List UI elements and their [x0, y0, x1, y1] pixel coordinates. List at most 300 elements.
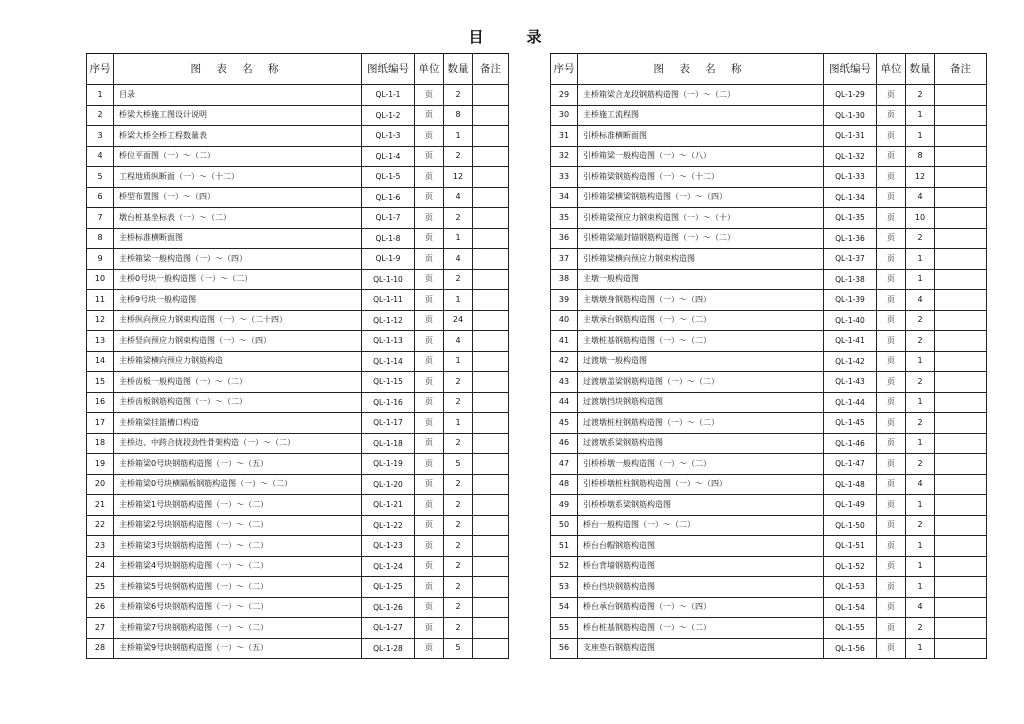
table-row	[551, 85, 987, 106]
drawing-code: QL-1-10	[362, 269, 415, 290]
drawing-name: 过渡墩一般构造图	[578, 351, 824, 372]
drawing-name: 过渡墩桩柱钢筋构造图（一）～（二）	[578, 413, 824, 434]
quantity: 2	[906, 85, 935, 106]
drawing-code: QL-1-27	[362, 618, 415, 639]
unit: 页	[877, 208, 906, 229]
unit: 页	[877, 618, 906, 639]
drawing-code: QL-1-25	[362, 577, 415, 598]
row-number: 9	[87, 249, 114, 270]
remark	[473, 433, 509, 454]
header-note: 备注	[935, 54, 987, 85]
remark	[935, 187, 987, 208]
drawing-code: QL-1-31	[824, 126, 877, 147]
quantity: 4	[444, 249, 473, 270]
table-row	[551, 249, 987, 270]
drawing-name: 引桥箱梁端封锚钢筋构造图（一）～（二）	[578, 228, 824, 249]
drawing-name: 主桥箱梁0号块钢筋构造图（一）～（五）	[114, 454, 362, 475]
drawing-name: 主桥0号块一般构造图（一）～（二）	[114, 269, 362, 290]
remark	[935, 577, 987, 598]
drawing-name: 主桥箱梁4号块钢筋构造图（一）～（二）	[114, 556, 362, 577]
row-number: 39	[551, 290, 578, 311]
remark	[473, 146, 509, 167]
quantity: 2	[906, 618, 935, 639]
quantity: 1	[906, 269, 935, 290]
quantity: 1	[906, 249, 935, 270]
drawing-name: 主桥竖向预应力钢束构造图（一）～（四）	[114, 331, 362, 352]
remark	[935, 515, 987, 536]
unit: 页	[415, 536, 444, 557]
remark	[935, 146, 987, 167]
drawing-code: QL-1-18	[362, 433, 415, 454]
table-row	[87, 310, 509, 331]
toc-body-left	[87, 85, 509, 659]
unit: 页	[415, 105, 444, 126]
quantity: 1	[906, 536, 935, 557]
table-row	[87, 536, 509, 557]
remark	[473, 454, 509, 475]
unit: 页	[877, 126, 906, 147]
table-row	[551, 351, 987, 372]
unit: 页	[877, 495, 906, 516]
drawing-name: 桥台桩基钢筋构造图（一）～（二）	[578, 618, 824, 639]
row-number: 6	[87, 187, 114, 208]
drawing-name: 桥台挡块钢筋构造图	[578, 577, 824, 598]
table-row	[551, 597, 987, 618]
quantity: 2	[906, 310, 935, 331]
table-row	[87, 392, 509, 413]
unit: 页	[415, 228, 444, 249]
remark	[473, 577, 509, 598]
quantity: 4	[444, 187, 473, 208]
drawing-code: QL-1-54	[824, 597, 877, 618]
unit: 页	[415, 187, 444, 208]
drawing-code: QL-1-9	[362, 249, 415, 270]
drawing-name: 引桥桥墩一般构造图（一）～（二）	[578, 454, 824, 475]
table-row	[87, 577, 509, 598]
row-number: 56	[551, 638, 578, 659]
table-row	[87, 351, 509, 372]
remark	[473, 618, 509, 639]
row-number: 42	[551, 351, 578, 372]
table-row	[87, 187, 509, 208]
row-number: 30	[551, 105, 578, 126]
drawing-name: 过渡墩系梁钢筋构造图	[578, 433, 824, 454]
remark	[473, 413, 509, 434]
quantity: 1	[906, 351, 935, 372]
drawing-name: 引桥箱梁钢筋构造图（一）～（十二）	[578, 167, 824, 188]
unit: 页	[877, 228, 906, 249]
drawing-code: QL-1-4	[362, 146, 415, 167]
drawing-name: 主桥施工流程图	[578, 105, 824, 126]
table-row	[87, 85, 509, 106]
quantity: 1	[906, 577, 935, 598]
remark	[473, 351, 509, 372]
drawing-name: 主桥箱梁挂篮槽口构造	[114, 413, 362, 434]
unit: 页	[415, 474, 444, 495]
quantity: 2	[444, 85, 473, 106]
row-number: 53	[551, 577, 578, 598]
remark	[473, 372, 509, 393]
unit: 页	[877, 85, 906, 106]
remark	[935, 372, 987, 393]
remark	[935, 536, 987, 557]
header-note: 备注	[473, 54, 509, 85]
remark	[473, 556, 509, 577]
quantity: 24	[444, 310, 473, 331]
row-number: 33	[551, 167, 578, 188]
drawing-name: 引桥标准横断面图	[578, 126, 824, 147]
unit: 页	[415, 618, 444, 639]
quantity: 2	[906, 413, 935, 434]
drawing-name: 主桥箱梁一般构造图（一）～（四）	[114, 249, 362, 270]
remark	[473, 474, 509, 495]
drawing-code: QL-1-20	[362, 474, 415, 495]
drawing-code: QL-1-5	[362, 167, 415, 188]
row-number: 51	[551, 536, 578, 557]
table-row	[87, 433, 509, 454]
row-number: 4	[87, 146, 114, 167]
unit: 页	[877, 392, 906, 413]
quantity: 2	[444, 372, 473, 393]
drawing-name: 主桥箱梁1号块钢筋构造图（一）～（二）	[114, 495, 362, 516]
row-number: 50	[551, 515, 578, 536]
table-row	[551, 372, 987, 393]
table-row	[87, 638, 509, 659]
quantity: 2	[444, 495, 473, 516]
drawing-name: 主墩一般构造图	[578, 269, 824, 290]
drawing-name: 引桥箱梁横梁钢筋构造图（一）～（四）	[578, 187, 824, 208]
row-number: 48	[551, 474, 578, 495]
table-row	[87, 146, 509, 167]
drawing-code: QL-1-1	[362, 85, 415, 106]
drawing-name: 桥台台帽钢筋构造图	[578, 536, 824, 557]
remark	[473, 495, 509, 516]
unit: 页	[877, 351, 906, 372]
drawing-name: 桥梁大桥施工图设计说明	[114, 105, 362, 126]
remark	[473, 290, 509, 311]
drawing-code: QL-1-32	[824, 146, 877, 167]
drawing-code: QL-1-49	[824, 495, 877, 516]
table-row	[87, 167, 509, 188]
remark	[473, 331, 509, 352]
unit: 页	[877, 167, 906, 188]
header-no: 序号	[87, 54, 114, 85]
row-number: 54	[551, 597, 578, 618]
drawing-name: 主桥箱梁3号块钢筋构造图（一）～（二）	[114, 536, 362, 557]
drawing-code: QL-1-12	[362, 310, 415, 331]
table-row	[87, 556, 509, 577]
unit: 页	[415, 167, 444, 188]
quantity: 12	[906, 167, 935, 188]
quantity: 4	[444, 331, 473, 352]
quantity: 2	[906, 331, 935, 352]
row-number: 52	[551, 556, 578, 577]
unit: 页	[415, 85, 444, 106]
drawing-code: QL-1-44	[824, 392, 877, 413]
drawing-name: 过渡墩盖梁钢筋构造图（一）～（二）	[578, 372, 824, 393]
row-number: 36	[551, 228, 578, 249]
drawing-name: 目录	[114, 85, 362, 106]
unit: 页	[877, 433, 906, 454]
remark	[473, 105, 509, 126]
drawing-name: 墩台桩基坐标表（一）～（二）	[114, 208, 362, 229]
remark	[935, 618, 987, 639]
table-row	[551, 536, 987, 557]
unit: 页	[415, 372, 444, 393]
drawing-name: 桥位平面图（一）～（二）	[114, 146, 362, 167]
drawing-code: QL-1-56	[824, 638, 877, 659]
quantity: 4	[906, 290, 935, 311]
row-number: 32	[551, 146, 578, 167]
quantity: 1	[906, 126, 935, 147]
table-row	[551, 515, 987, 536]
drawing-code: QL-1-19	[362, 454, 415, 475]
table-row	[87, 454, 509, 475]
quantity: 2	[444, 556, 473, 577]
row-number: 41	[551, 331, 578, 352]
row-number: 20	[87, 474, 114, 495]
remark	[473, 228, 509, 249]
table-row	[87, 618, 509, 639]
table-row	[87, 105, 509, 126]
drawing-code: QL-1-39	[824, 290, 877, 311]
unit: 页	[415, 249, 444, 270]
drawing-name: 主桥齿板钢筋构造图（一）～（二）	[114, 392, 362, 413]
table-row	[551, 167, 987, 188]
unit: 页	[415, 515, 444, 536]
remark	[935, 638, 987, 659]
unit: 页	[877, 597, 906, 618]
remark	[473, 310, 509, 331]
table-row	[551, 187, 987, 208]
drawing-name: 主桥箱梁0号块横隔板钢筋构造图（一）～（二）	[114, 474, 362, 495]
quantity: 2	[444, 474, 473, 495]
remark	[473, 392, 509, 413]
row-number: 24	[87, 556, 114, 577]
drawing-code: QL-1-21	[362, 495, 415, 516]
unit: 页	[415, 413, 444, 434]
quantity: 2	[906, 454, 935, 475]
drawing-name: 引桥桥墩桩柱钢筋构造图（一）～（四）	[578, 474, 824, 495]
unit: 页	[877, 638, 906, 659]
unit: 页	[415, 310, 444, 331]
row-number: 25	[87, 577, 114, 598]
row-number: 44	[551, 392, 578, 413]
quantity: 5	[444, 638, 473, 659]
remark	[935, 290, 987, 311]
drawing-code: QL-1-17	[362, 413, 415, 434]
header-code: 图纸编号	[362, 54, 415, 85]
unit: 页	[877, 515, 906, 536]
drawing-code: QL-1-41	[824, 331, 877, 352]
drawing-name: 主墩墩身钢筋构造图（一）～（四）	[578, 290, 824, 311]
quantity: 1	[444, 228, 473, 249]
unit: 页	[415, 597, 444, 618]
remark	[473, 515, 509, 536]
unit: 页	[415, 556, 444, 577]
quantity: 2	[444, 536, 473, 557]
quantity: 12	[444, 167, 473, 188]
drawing-name: 主桥箱梁7号块钢筋构造图（一）～（二）	[114, 618, 362, 639]
drawing-code: QL-1-15	[362, 372, 415, 393]
drawing-name: 主桥边、中跨合拢段劲性骨架构造（一）～（二）	[114, 433, 362, 454]
remark	[935, 474, 987, 495]
drawing-code: QL-1-53	[824, 577, 877, 598]
row-number: 47	[551, 454, 578, 475]
quantity: 8	[444, 105, 473, 126]
drawing-code: QL-1-7	[362, 208, 415, 229]
remark	[935, 433, 987, 454]
quantity: 1	[444, 290, 473, 311]
header-name: 图 表 名 称	[578, 54, 824, 85]
table-row	[551, 126, 987, 147]
quantity: 1	[444, 126, 473, 147]
table-row	[551, 105, 987, 126]
remark	[935, 454, 987, 475]
header-qty: 数量	[444, 54, 473, 85]
quantity: 4	[906, 187, 935, 208]
remark	[935, 167, 987, 188]
table-row	[87, 413, 509, 434]
row-number: 17	[87, 413, 114, 434]
drawing-code: QL-1-8	[362, 228, 415, 249]
unit: 页	[877, 249, 906, 270]
unit: 页	[877, 187, 906, 208]
row-number: 27	[87, 618, 114, 639]
unit: 页	[877, 372, 906, 393]
quantity: 2	[906, 228, 935, 249]
drawing-code: QL-1-38	[824, 269, 877, 290]
table-row	[551, 413, 987, 434]
row-number: 26	[87, 597, 114, 618]
drawing-name: 引桥桥墩系梁钢筋构造图	[578, 495, 824, 516]
table-row	[551, 454, 987, 475]
row-number: 19	[87, 454, 114, 475]
remark	[473, 187, 509, 208]
drawing-code: QL-1-2	[362, 105, 415, 126]
row-number: 55	[551, 618, 578, 639]
table-row	[551, 556, 987, 577]
drawing-name: 过渡墩挡块钢筋构造图	[578, 392, 824, 413]
drawing-code: QL-1-45	[824, 413, 877, 434]
remark	[935, 269, 987, 290]
row-number: 22	[87, 515, 114, 536]
drawing-code: QL-1-34	[824, 187, 877, 208]
row-number: 7	[87, 208, 114, 229]
quantity: 1	[444, 413, 473, 434]
drawing-name: 主桥箱梁横向预应力钢筋构造	[114, 351, 362, 372]
table-row	[87, 228, 509, 249]
row-number: 10	[87, 269, 114, 290]
drawing-name: 引桥箱梁一般构造图（一）～（八）	[578, 146, 824, 167]
row-number: 31	[551, 126, 578, 147]
drawing-code: QL-1-42	[824, 351, 877, 372]
quantity: 1	[906, 556, 935, 577]
drawing-code: QL-1-3	[362, 126, 415, 147]
table-row	[87, 208, 509, 229]
table-row	[551, 577, 987, 598]
drawing-name: 桥台一般构造图（一）～（二）	[578, 515, 824, 536]
toc-table-right	[550, 53, 987, 659]
unit: 页	[415, 577, 444, 598]
header-code: 图纸编号	[824, 54, 877, 85]
drawing-name: 桥梁大桥全桥工程数量表	[114, 126, 362, 147]
row-number: 12	[87, 310, 114, 331]
table-row	[87, 474, 509, 495]
unit: 页	[877, 577, 906, 598]
remark	[473, 269, 509, 290]
row-number: 40	[551, 310, 578, 331]
row-number: 35	[551, 208, 578, 229]
drawing-name: 主桥标准横断面图	[114, 228, 362, 249]
drawing-code: QL-1-46	[824, 433, 877, 454]
quantity: 2	[444, 269, 473, 290]
drawing-name: 桥型布置图（一）～（四）	[114, 187, 362, 208]
row-number: 38	[551, 269, 578, 290]
table-row	[551, 208, 987, 229]
drawing-code: QL-1-6	[362, 187, 415, 208]
unit: 页	[877, 146, 906, 167]
quantity: 4	[906, 597, 935, 618]
drawing-name: 主桥纵向预应力钢束构造图（一）～（二十四）	[114, 310, 362, 331]
drawing-name: 引桥箱梁预应力钢束构造图（一）～（十）	[578, 208, 824, 229]
row-number: 18	[87, 433, 114, 454]
table-row	[551, 146, 987, 167]
toc-table-left	[86, 53, 509, 659]
drawing-code: QL-1-16	[362, 392, 415, 413]
table-row	[87, 249, 509, 270]
row-number: 46	[551, 433, 578, 454]
unit: 页	[877, 474, 906, 495]
remark	[473, 597, 509, 618]
drawing-code: QL-1-11	[362, 290, 415, 311]
row-number: 37	[551, 249, 578, 270]
row-number: 43	[551, 372, 578, 393]
unit: 页	[415, 495, 444, 516]
header-name: 图 表 名 称	[114, 54, 362, 85]
row-number: 14	[87, 351, 114, 372]
drawing-code: QL-1-28	[362, 638, 415, 659]
row-number: 11	[87, 290, 114, 311]
drawing-code: QL-1-14	[362, 351, 415, 372]
remark	[473, 167, 509, 188]
drawing-code: QL-1-35	[824, 208, 877, 229]
drawing-name: 主墩桩基钢筋构造图（一）～（二）	[578, 331, 824, 352]
quantity: 2	[444, 515, 473, 536]
row-number: 28	[87, 638, 114, 659]
remark	[935, 85, 987, 106]
drawing-name: 桥台背墙钢筋构造图	[578, 556, 824, 577]
table-row	[551, 618, 987, 639]
row-number: 1	[87, 85, 114, 106]
table-row	[87, 290, 509, 311]
row-number: 2	[87, 105, 114, 126]
row-number: 29	[551, 85, 578, 106]
row-number: 34	[551, 187, 578, 208]
page-title: 目 录	[468, 28, 556, 46]
quantity: 4	[906, 474, 935, 495]
unit: 页	[415, 433, 444, 454]
quantity: 1	[444, 351, 473, 372]
drawing-code: QL-1-47	[824, 454, 877, 475]
unit: 页	[877, 556, 906, 577]
header-unit: 单位	[415, 54, 444, 85]
quantity: 2	[444, 208, 473, 229]
unit: 页	[877, 105, 906, 126]
unit: 页	[877, 454, 906, 475]
drawing-code: QL-1-29	[824, 85, 877, 106]
table-row	[551, 433, 987, 454]
